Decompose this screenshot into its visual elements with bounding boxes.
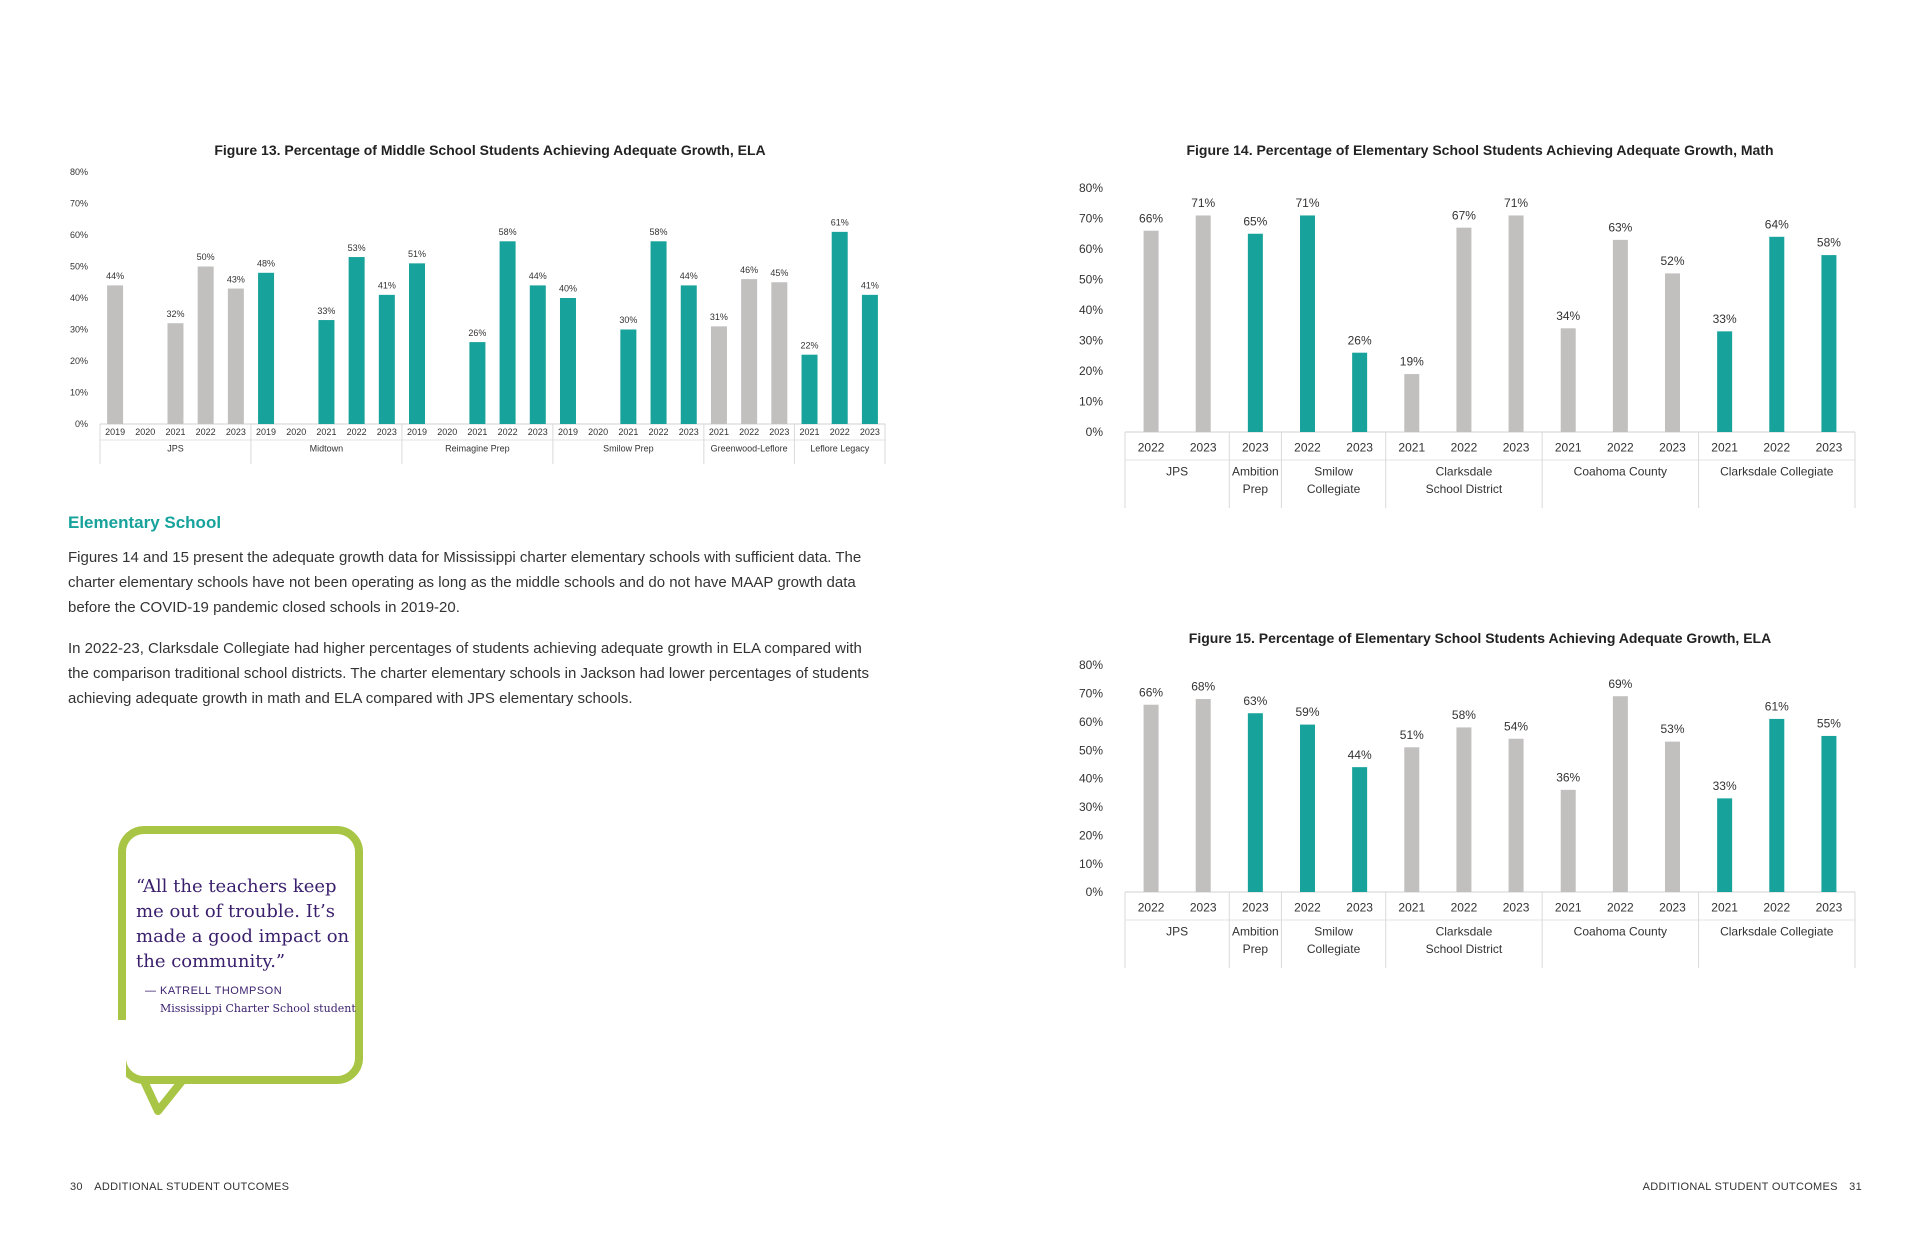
quote-author-role: Mississippi Charter School student: [160, 1002, 356, 1015]
group-label: JPS: [1166, 464, 1189, 479]
bar: [530, 285, 546, 424]
right-page-number: 31: [1849, 1181, 1862, 1193]
x-tick-year: 2021: [1398, 900, 1426, 915]
x-tick-year: 2022: [346, 427, 367, 438]
group-label: Smilow: [1314, 924, 1353, 939]
data-label: 46%: [740, 264, 759, 275]
group-label: Smilow Prep: [603, 443, 654, 454]
y-tick-label: 50%: [69, 261, 88, 272]
x-tick-year: 2023: [1502, 440, 1530, 455]
group-label: Ambition: [1232, 464, 1279, 479]
data-label: 32%: [166, 308, 185, 319]
x-tick-year: 2023: [678, 427, 699, 438]
x-tick-year: 2023: [1659, 900, 1686, 915]
data-label: 26%: [468, 327, 487, 338]
x-tick-year: 2023: [1242, 440, 1269, 455]
group-label: School District: [1425, 482, 1503, 496]
bar: [711, 326, 727, 424]
x-tick-year: 2023: [1189, 900, 1217, 915]
x-tick-year: 2023: [527, 427, 548, 438]
bar: [1561, 328, 1576, 432]
figure-13-svg: [60, 160, 900, 470]
x-tick-year: 2021: [1711, 900, 1738, 915]
bar: [258, 273, 274, 424]
x-tick-year: 2022: [1137, 440, 1165, 455]
data-label: 51%: [1399, 727, 1424, 742]
bar: [560, 298, 576, 424]
left-footer: [70, 1181, 289, 1193]
x-tick-year: 2022: [1607, 440, 1634, 455]
x-tick-year: 2022: [1137, 900, 1165, 915]
bar: [862, 295, 878, 424]
group-label: Greenwood-Leflore: [710, 443, 788, 454]
y-tick-label: 40%: [69, 293, 88, 304]
data-label: 63%: [1243, 693, 1268, 708]
x-tick-year: 2022: [648, 427, 669, 438]
data-label: 69%: [1608, 676, 1633, 691]
x-tick-year: 2023: [1815, 900, 1843, 915]
x-tick-year: 2021: [467, 427, 488, 438]
x-tick-year: 2019: [557, 427, 578, 438]
group-label: Collegiate: [1306, 482, 1361, 496]
y-tick-label: 20%: [1078, 364, 1103, 379]
x-tick-year: 2020: [588, 427, 609, 438]
y-tick-label: 20%: [69, 356, 88, 367]
data-label: 19%: [1399, 354, 1424, 369]
group-label: Prep: [1242, 942, 1269, 956]
bar: [1613, 240, 1628, 432]
data-label: 71%: [1191, 196, 1216, 211]
data-label: 58%: [1816, 235, 1841, 250]
x-tick-year: 2022: [497, 427, 518, 438]
bar: [1769, 237, 1784, 432]
bar: [1300, 725, 1315, 892]
data-label: 44%: [679, 271, 698, 282]
x-tick-year: 2023: [1346, 900, 1373, 915]
y-tick-label: 70%: [1078, 211, 1103, 226]
group-label: JPS: [1166, 924, 1189, 939]
x-tick-year: 2022: [829, 427, 850, 438]
bar: [651, 241, 667, 424]
right-footer-label: ADDITIONAL STUDENT OUTCOMES: [1642, 1181, 1838, 1193]
bar: [1821, 255, 1836, 432]
bar: [228, 289, 244, 424]
group-label: Leflore Legacy: [810, 443, 870, 454]
bar: [771, 282, 787, 424]
data-label: 26%: [1347, 333, 1372, 348]
group-label: Clarksdale: [1435, 924, 1493, 939]
bar: [1404, 374, 1419, 432]
data-label: 50%: [196, 252, 215, 263]
group-label: Reimagine Prep: [445, 443, 510, 454]
y-tick-label: 10%: [1078, 856, 1103, 871]
data-label: 61%: [1764, 699, 1789, 714]
figure-14-title: Figure 14. Percentage of Elementary School Students Achieving Adequate Growth, Math: [1186, 142, 1774, 158]
y-tick-label: 50%: [1078, 743, 1103, 758]
data-label: 65%: [1243, 214, 1268, 229]
y-tick-label: 80%: [1078, 181, 1103, 196]
bar: [318, 320, 334, 424]
bar: [1769, 719, 1784, 892]
bar: [1665, 742, 1680, 892]
bar: [1352, 767, 1367, 892]
x-tick-year: 2022: [1607, 900, 1634, 915]
data-label: 36%: [1556, 770, 1581, 785]
group-label: Midtown: [309, 443, 344, 454]
y-tick-label: 30%: [69, 324, 88, 335]
bar: [832, 232, 848, 424]
x-tick-year: 2020: [135, 427, 156, 438]
x-tick-year: 2022: [195, 427, 216, 438]
y-tick-label: 40%: [1078, 771, 1103, 786]
x-tick-year: 2021: [799, 427, 820, 438]
group-label: Collegiate: [1306, 942, 1361, 956]
figure-13-title: Figure 13. Percentage of Middle School Students Achieving Adequate Growth, ELA: [214, 142, 766, 158]
bar: [469, 342, 485, 424]
x-tick-year: 2023: [769, 427, 790, 438]
x-tick-year: 2021: [165, 427, 186, 438]
data-label: 53%: [1660, 722, 1685, 737]
data-label: 22%: [800, 340, 819, 351]
bar: [1196, 699, 1211, 892]
x-tick-year: 2021: [618, 427, 639, 438]
data-label: 71%: [1504, 196, 1529, 211]
left-footer-label: ADDITIONAL STUDENT OUTCOMES: [94, 1181, 290, 1193]
figure-14-svg: [1065, 170, 1865, 510]
x-tick-year: 2022: [1294, 440, 1321, 455]
bar: [1196, 215, 1211, 432]
data-label: 48%: [257, 258, 276, 269]
data-label: 33%: [317, 305, 336, 316]
data-label: 44%: [528, 271, 547, 282]
data-label: 67%: [1451, 208, 1476, 223]
bar: [1821, 736, 1836, 892]
data-label: 64%: [1764, 217, 1789, 232]
section-heading: Elementary School: [68, 513, 222, 532]
data-label: 55%: [1816, 716, 1841, 731]
bar: [409, 263, 425, 424]
y-tick-label: 80%: [69, 167, 88, 178]
bar: [167, 323, 183, 424]
quote-text: “All the teachers keep me out of trouble. It’s made a good impact on the community.”: [136, 876, 350, 972]
data-label: 34%: [1556, 308, 1581, 323]
x-tick-year: 2023: [1346, 440, 1373, 455]
x-tick-year: 2022: [1763, 900, 1791, 915]
group-label: Ambition: [1232, 924, 1279, 939]
x-tick-year: 2019: [256, 427, 277, 438]
data-label: 45%: [770, 267, 789, 278]
x-tick-year: 2021: [708, 427, 729, 438]
bar: [1665, 273, 1680, 432]
bar: [1456, 727, 1471, 892]
bar: [500, 241, 516, 424]
quote-callout-tail: [138, 1075, 198, 1121]
bar: [1144, 705, 1159, 892]
data-label: 31%: [709, 312, 728, 323]
y-tick-label: 0%: [1085, 885, 1103, 900]
x-tick-year: 2023: [1242, 900, 1269, 915]
right-footer: [1643, 1181, 1862, 1193]
data-label: 66%: [1139, 685, 1164, 700]
left-page-number: 30: [70, 1181, 83, 1193]
bar: [1404, 747, 1419, 892]
x-tick-year: 2022: [1450, 900, 1478, 915]
bar: [1352, 353, 1367, 432]
quote-callout-gap: [110, 1020, 126, 1130]
figure-13-chart: [60, 160, 900, 470]
data-label: 33%: [1712, 778, 1737, 793]
figure-15-svg: [1065, 655, 1865, 975]
bar: [681, 285, 697, 424]
x-tick-year: 2023: [1502, 900, 1530, 915]
figure-14-chart: [1065, 170, 1865, 510]
group-label: Coahoma County: [1573, 924, 1668, 939]
data-label: 71%: [1295, 196, 1320, 211]
x-tick-year: 2023: [225, 427, 246, 438]
data-label: 52%: [1660, 254, 1685, 268]
group-label: School District: [1425, 942, 1503, 956]
data-label: 63%: [1608, 220, 1633, 235]
bar: [1456, 228, 1471, 432]
y-tick-label: 20%: [1078, 828, 1103, 843]
data-label: 61%: [830, 217, 849, 228]
y-tick-label: 0%: [74, 419, 88, 430]
bar: [1717, 798, 1732, 892]
y-tick-label: 40%: [1078, 303, 1103, 318]
bar: [379, 295, 395, 424]
bar: [1248, 713, 1263, 892]
y-tick-label: 30%: [1078, 333, 1103, 348]
x-tick-year: 2020: [286, 427, 307, 438]
quote-author: — KATRELL THOMPSON: [145, 985, 283, 997]
y-tick-label: 30%: [1078, 800, 1103, 815]
bar: [1300, 215, 1315, 432]
group-label: Clarksdale Collegiate: [1720, 464, 1834, 479]
data-label: 40%: [558, 283, 577, 294]
data-label: 68%: [1191, 679, 1216, 694]
group-label: Clarksdale: [1435, 464, 1493, 479]
x-tick-year: 2022: [739, 427, 760, 438]
bar: [1717, 331, 1732, 432]
bar: [1613, 696, 1628, 892]
x-tick-year: 2019: [105, 427, 126, 438]
bar: [198, 267, 214, 425]
x-tick-year: 2023: [859, 427, 880, 438]
x-tick-year: 2021: [316, 427, 337, 438]
data-label: 58%: [1451, 708, 1476, 723]
group-label: JPS: [167, 443, 184, 454]
y-tick-label: 50%: [1078, 272, 1103, 287]
bar: [620, 330, 636, 425]
bar: [802, 355, 818, 424]
bar: [349, 257, 365, 424]
group-label: Smilow: [1314, 464, 1353, 479]
y-tick-label: 60%: [1078, 714, 1103, 729]
x-tick-year: 2022: [1763, 440, 1791, 455]
bar: [1509, 739, 1524, 892]
group-label: Coahoma County: [1573, 464, 1668, 479]
x-tick-year: 2021: [1554, 440, 1582, 455]
data-label: 66%: [1139, 211, 1164, 226]
y-tick-label: 70%: [69, 198, 88, 209]
x-tick-year: 2019: [407, 427, 428, 438]
x-tick-year: 2023: [1189, 440, 1217, 455]
data-label: 43%: [226, 274, 245, 285]
paragraph-2: In 2022-23, Clarksdale Collegiate had higher percentages of students achieving adequate growth in ELA compared with the comparison traditional school districts. The charter elementary schools in Jackson had lower percentages of students achieving adequate growth in math and ELA compared with JPS elementary schools.: [68, 640, 869, 707]
x-tick-year: 2021: [1554, 900, 1582, 915]
data-label: 30%: [619, 315, 638, 326]
data-label: 51%: [408, 249, 427, 260]
y-tick-label: 70%: [1078, 686, 1103, 701]
data-label: 44%: [1347, 747, 1372, 762]
bar: [1509, 215, 1524, 432]
data-label: 58%: [498, 227, 517, 237]
data-label: 44%: [106, 271, 125, 282]
y-tick-label: 60%: [69, 230, 88, 241]
figure-15-chart: [1065, 655, 1865, 975]
x-tick-year: 2023: [1815, 440, 1843, 455]
x-tick-year: 2021: [1398, 440, 1426, 455]
x-tick-year: 2023: [1659, 440, 1686, 455]
x-tick-year: 2021: [1711, 440, 1738, 455]
y-tick-label: 10%: [69, 387, 88, 398]
data-label: 33%: [1712, 311, 1737, 326]
y-tick-label: 10%: [1078, 394, 1103, 409]
x-tick-year: 2020: [437, 427, 458, 438]
group-label: Clarksdale Collegiate: [1720, 924, 1834, 939]
bar: [107, 285, 123, 424]
y-tick-label: 0%: [1085, 425, 1103, 440]
bar: [741, 279, 757, 424]
data-label: 54%: [1504, 719, 1529, 734]
y-tick-label: 60%: [1078, 242, 1103, 257]
group-label: Prep: [1242, 482, 1269, 496]
data-label: 59%: [1295, 705, 1320, 720]
data-label: 58%: [649, 227, 668, 237]
x-tick-year: 2022: [1450, 440, 1478, 455]
x-tick-year: 2022: [1294, 900, 1321, 915]
data-label: 41%: [860, 280, 879, 291]
bar: [1248, 234, 1263, 432]
figure-15-title: Figure 15. Percentage of Elementary School Students Achieving Adequate Growth, ELA: [1188, 630, 1772, 646]
paragraph-1: Figures 14 and 15 present the adequate growth data for Mississippi charter elementary schools with sufficient data. The charter elementary schools have not been operating as long as the middle schools and do not have MAAP growth data before the COVID-19 pandemic closed schools in 2019-20.: [68, 549, 862, 616]
data-label: 41%: [377, 280, 396, 291]
y-tick-label: 80%: [1078, 658, 1103, 673]
x-tick-year: 2023: [376, 427, 397, 438]
bar: [1561, 790, 1576, 892]
bar: [1144, 231, 1159, 432]
data-label: 53%: [347, 242, 366, 253]
